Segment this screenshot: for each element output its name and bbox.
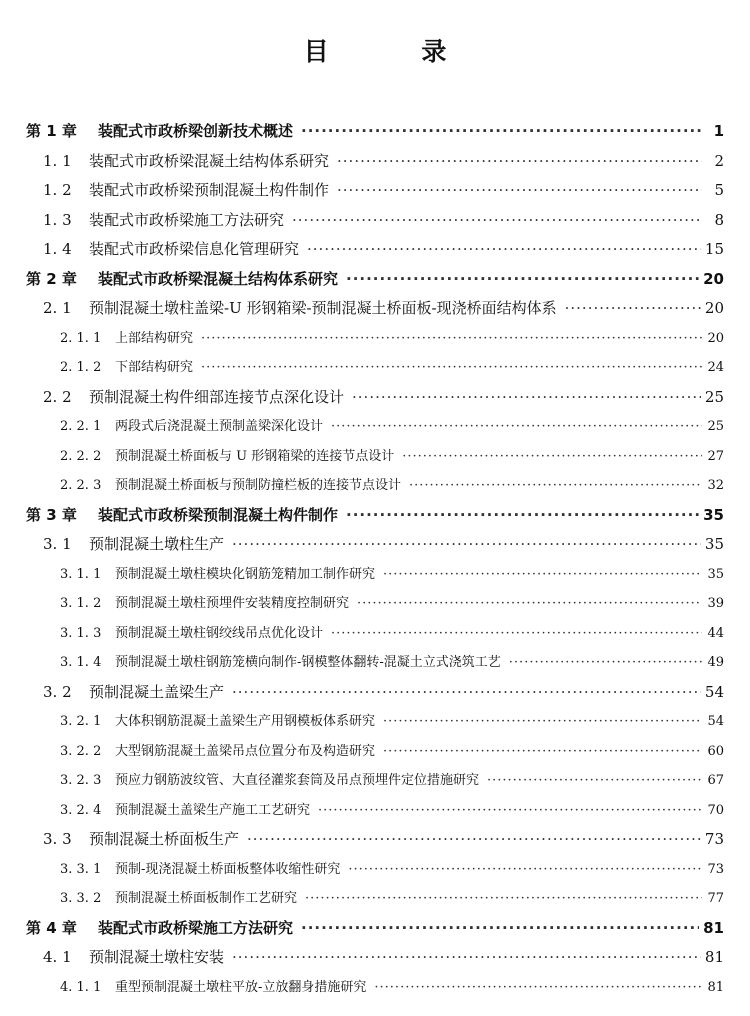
toc-entry-number: 3. 2. 1: [60, 714, 102, 729]
toc-subsection-entry[interactable]: [0, 471, 750, 501]
toc-entry-page-number: 5: [714, 181, 724, 199]
toc-entry-title: 预应力钢筋波纹管、大直径灌浆套筒及吊点预埋件定位措施研究: [115, 773, 480, 788]
dot-leader: [346, 501, 699, 531]
toc-entry-number: 第 1 章: [26, 122, 77, 140]
toc-entry-page-number: 1: [713, 122, 724, 140]
toc-entry-number: 3. 3. 1: [60, 861, 102, 877]
toc-section-entry[interactable]: [0, 943, 750, 973]
toc-entry-title: 预制混凝土墩柱安装: [89, 948, 225, 966]
toc-entry-number: 3. 3. 2: [60, 891, 102, 906]
dot-leader: [337, 147, 702, 177]
toc-entry-title: 预制混凝土墩柱模块化钢筋笼精加工制作研究: [115, 566, 376, 582]
toc-entry-title: 预制混凝土墩柱预埋件安装精度控制研究: [115, 596, 350, 611]
toc-subsection-entry[interactable]: [0, 855, 750, 885]
toc-entry-page-number: 73: [704, 830, 724, 848]
toc-entry-page-number: 39: [707, 596, 724, 611]
toc-entry-page-number: 32: [707, 478, 724, 493]
toc-entry-title: 两段式后浇混凝土预制盖梁深化设计: [115, 419, 324, 434]
toc-entry-title: 装配式市政桥梁混凝土结构体系研究: [89, 151, 330, 170]
toc-entry-number: 2. 2. 1: [60, 419, 102, 434]
toc-entry-title: 预制混凝土构件细部连接节点深化设计: [89, 387, 345, 406]
toc-subsection-entry[interactable]: [0, 412, 750, 442]
toc-entry-title: 装配式市政桥梁预制混凝土构件制作: [89, 181, 330, 199]
toc-entry-number: 2. 2: [43, 387, 72, 406]
dot-leader: [352, 383, 701, 413]
toc-section-entry[interactable]: [0, 147, 750, 177]
toc-entry-number: 3. 2. 3: [60, 773, 102, 788]
toc-entry-number: 3. 3: [43, 830, 72, 848]
toc-entry-page-number: 35: [703, 505, 724, 524]
toc-entry-page-number: 77: [707, 891, 724, 906]
toc-entry-title: 预制混凝土桥面板与 U 形钢箱梁的连接节点设计: [115, 448, 395, 464]
toc-entry-title: 重型预制混凝土墩柱平放-立放翻身措施研究: [115, 979, 367, 995]
toc-entry-title: 预制混凝土桥面板生产: [89, 830, 240, 848]
toc-entry-page-number: 25: [707, 419, 724, 434]
toc-entry-number: 2. 2. 3: [60, 478, 102, 493]
dot-leader: [307, 235, 701, 265]
toc-entry-title: 装配式市政桥梁预制混凝土构件制作: [98, 505, 339, 524]
toc-entry-page-number: 35: [704, 535, 724, 553]
toc-chapter-entry[interactable]: [0, 265, 750, 295]
toc-subsection-entry[interactable]: [0, 560, 750, 590]
dot-leader: [402, 442, 702, 472]
toc-entry-title: 装配式市政桥梁施工方法研究: [98, 918, 294, 937]
toc-entry-number: 第 3 章: [26, 505, 77, 524]
toc-entry-number: 第 2 章: [26, 269, 77, 288]
toc-entry-number: 2. 1. 2: [60, 360, 102, 375]
toc-entry-title: 预制混凝土桥面板与预制防撞栏板的连接节点设计: [115, 478, 402, 493]
toc-entry-page-number: 54: [704, 682, 724, 701]
toc-entry-page-number: 49: [707, 655, 724, 670]
toc-subsection-entry[interactable]: [0, 766, 750, 796]
dot-leader: [357, 589, 702, 619]
dot-leader: [201, 324, 702, 354]
toc-chapter-entry[interactable]: [0, 914, 750, 944]
toc-entry-number: 2. 1. 1: [60, 330, 102, 346]
toc-entry-title: 大体积钢筋混凝土盖梁生产用钢模板体系研究: [115, 714, 376, 729]
toc-entry-title: 预制混凝土墩柱钢筋笼横向制作-钢模整体翻转-混凝土立式浇筑工艺: [115, 655, 501, 670]
toc-subsection-entry[interactable]: [0, 324, 750, 354]
toc-entry-page-number: 81: [704, 948, 724, 966]
dot-leader: [201, 353, 702, 383]
toc-subsection-entry[interactable]: [0, 707, 750, 737]
dot-leader: [318, 796, 702, 826]
dot-leader: [331, 412, 702, 442]
toc-chapter-entry[interactable]: [0, 501, 750, 531]
toc-entry-title: 预制混凝土盖梁生产: [89, 682, 225, 701]
toc-entry-page-number: 35: [707, 566, 724, 582]
toc-entry-page-number: 73: [707, 861, 724, 877]
toc-subsection-entry[interactable]: [0, 648, 750, 678]
toc-section-entry[interactable]: [0, 383, 750, 413]
toc-entry-page-number: 60: [707, 743, 724, 759]
dot-leader: [383, 707, 702, 737]
toc-entry-number: 3. 2. 4: [60, 802, 102, 818]
dot-leader: [346, 265, 699, 295]
toc-entry-page-number: 24: [707, 360, 724, 375]
toc-entry-title: 预制混凝土墩柱钢绞线吊点优化设计: [115, 625, 324, 641]
toc-subsection-entry[interactable]: [0, 737, 750, 767]
toc-entry-page-number: 25: [704, 387, 724, 406]
toc-section-entry[interactable]: [0, 206, 750, 236]
toc-section-entry[interactable]: [0, 235, 750, 265]
toc-entry-page-number: 44: [707, 625, 724, 641]
toc-subsection-entry[interactable]: [0, 973, 750, 1003]
toc-entry-number: 1. 1: [43, 151, 72, 170]
toc-section-entry[interactable]: [0, 678, 750, 708]
toc-subsection-entry[interactable]: [0, 442, 750, 472]
toc-entry-page-number: 20: [707, 330, 724, 346]
toc-entry-number: 3. 1. 4: [60, 655, 102, 670]
toc-subsection-entry[interactable]: [0, 619, 750, 649]
toc-entry-number: 3. 2. 2: [60, 743, 102, 759]
toc-entry-number: 2. 1: [43, 299, 72, 317]
toc-entry-number: 1. 3: [43, 210, 72, 229]
toc-section-entry[interactable]: [0, 294, 750, 324]
toc-entry-page-number: 20: [703, 269, 724, 288]
toc-entry-title: 大型钢筋混凝土盖梁吊点位置分布及构造研究: [115, 743, 376, 759]
toc-entry-page-number: 54: [707, 714, 724, 729]
dot-leader: [337, 176, 702, 206]
toc-section-entry[interactable]: [0, 825, 750, 855]
dot-leader: [247, 825, 701, 855]
toc-entry-title: 上部结构研究: [115, 330, 194, 346]
toc-entry-title: 装配式市政桥梁信息化管理研究: [89, 240, 300, 258]
toc-entry-title: 装配式市政桥梁混凝土结构体系研究: [98, 269, 339, 288]
dot-leader: [232, 943, 701, 973]
toc-entry-title: 装配式市政桥梁施工方法研究: [89, 210, 285, 229]
toc-entry-page-number: 20: [704, 299, 724, 317]
toc-entry-page-number: 67: [707, 773, 724, 788]
toc-entry-page-number: 15: [704, 240, 724, 258]
toc-entry-page-number: 27: [707, 448, 724, 464]
toc-entry-number: 3. 1: [43, 535, 72, 553]
dot-leader: [409, 471, 702, 501]
table-of-contents: [0, 117, 750, 1002]
toc-entry-title: 装配式市政桥梁创新技术概述: [98, 122, 294, 140]
dot-leader: [509, 648, 702, 678]
toc-subsection-entry[interactable]: [0, 589, 750, 619]
toc-chapter-entry[interactable]: [0, 117, 750, 147]
toc-entry-page-number: 70: [707, 802, 724, 818]
toc-entry-number: 第 4 章: [26, 918, 77, 937]
toc-entry-number: 3. 1. 3: [60, 625, 102, 641]
dot-leader: [487, 766, 702, 796]
toc-subsection-entry[interactable]: [0, 796, 750, 826]
dot-leader: [383, 560, 702, 590]
toc-entry-page-number: 81: [707, 979, 724, 995]
toc-entry-title: 预制混凝土墩柱盖梁-U 形钢箱梁-预制混凝土桥面板-现浇桥面结构体系: [89, 299, 557, 317]
dot-leader: [292, 206, 702, 236]
dot-leader: [232, 530, 701, 560]
toc-entry-number: 1. 2: [43, 181, 72, 199]
toc-entry-page-number: 81: [703, 918, 724, 937]
toc-entry-page-number: 8: [714, 210, 724, 229]
dot-leader: [305, 884, 702, 914]
page-title: 目 录: [303, 37, 489, 66]
dot-leader: [331, 619, 702, 649]
dot-leader: [374, 973, 702, 1003]
toc-entry-title: 下部结构研究: [115, 360, 194, 375]
dot-leader: [232, 678, 701, 708]
toc-entry-number: 3. 1. 1: [60, 566, 102, 582]
dot-leader: [301, 914, 699, 944]
dot-leader: [348, 855, 702, 885]
toc-entry-number: 3. 1. 2: [60, 596, 102, 611]
toc-section-entry[interactable]: [0, 176, 750, 206]
dot-leader: [565, 294, 701, 324]
toc-entry-number: 2. 2. 2: [60, 448, 102, 464]
dot-leader: [301, 117, 702, 147]
toc-entry-title: 预制混凝土盖梁生产施工工艺研究: [115, 802, 311, 818]
toc-subsection-entry[interactable]: [0, 353, 750, 383]
toc-entry-title: 预制-现浇混凝土桥面板整体收缩性研究: [115, 861, 341, 877]
toc-entry-title: 预制混凝土桥面板制作工艺研究: [115, 891, 298, 906]
toc-subsection-entry[interactable]: [0, 884, 750, 914]
toc-section-entry[interactable]: [0, 530, 750, 560]
toc-entry-number: 4. 1: [43, 948, 72, 966]
toc-entry-number: 4. 1. 1: [60, 979, 102, 995]
toc-entry-page-number: 2: [714, 151, 724, 170]
toc-entry-title: 预制混凝土墩柱生产: [89, 535, 225, 553]
dot-leader: [383, 737, 702, 767]
toc-entry-number: 3. 2: [43, 682, 72, 701]
toc-entry-number: 1. 4: [43, 240, 72, 258]
